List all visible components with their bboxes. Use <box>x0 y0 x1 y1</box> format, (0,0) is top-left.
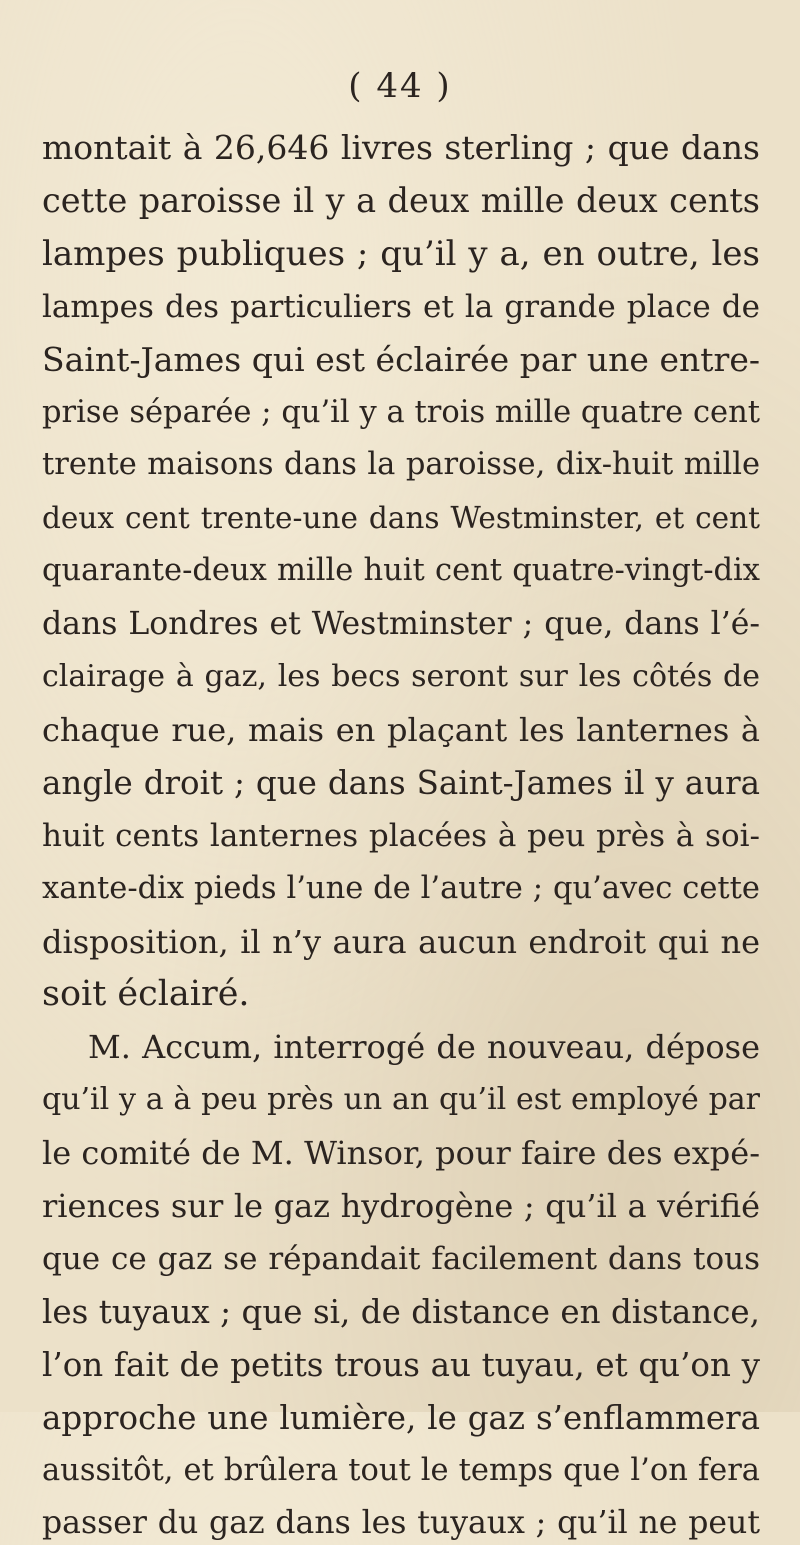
text-line: angle droit ; que dans Saint-James il y aura <box>42 763 760 802</box>
text-line: dans Londres et Westminster ; que, dans l’é- <box>42 606 760 643</box>
text-line: disposition, il n’y aura aucun endroit qui ne <box>42 922 760 961</box>
text-line: prise séparée ; qu’il y a trois mille quatre cent <box>42 394 760 430</box>
text-line: huit cents lanternes placées à peu près à soi- <box>42 817 760 854</box>
text-line: les tuyaux ; que si, de distance en distance, <box>42 1292 760 1331</box>
text-line: lampes publiques ; qu’il y a, en outre, les <box>42 233 760 274</box>
text-line: riences sur le gaz hydrogène ; qu’il a vérifié <box>42 1187 760 1225</box>
text-line: clairage à gaz, les becs seront sur les côtés de <box>42 659 760 694</box>
text-line: Saint-James qui est éclairée par une entre- <box>42 339 760 379</box>
text-line: cette paroisse il y a deux mille deux cents <box>42 180 760 220</box>
text-line: chaque rue, mais en plaçant les lanternes à <box>42 710 760 749</box>
text-line: le comité de M. Winsor, pour faire des expé- <box>42 1134 760 1173</box>
text-line: aussitôt, et brûlera tout le temps que l’on fera <box>42 1452 760 1488</box>
text-line: quarante-deux mille huit cent quatre-vingt-dix <box>42 553 760 589</box>
text-line: approche une lumière, le gaz s’enflammera <box>42 1398 760 1437</box>
text-line: xante-dix pieds l’une de l’autre ; qu’avec cette <box>42 870 760 906</box>
text-line: soit éclairé. <box>42 974 250 1015</box>
text-line: l’on fait de petits trous au tuyau, et qu’on y <box>42 1345 760 1384</box>
text-line: M. Accum, interrogé de nouveau, dépose <box>88 1028 760 1067</box>
text-line: qu’il y a à peu près un an qu’il est employé par <box>42 1082 760 1118</box>
text-line: lampes des particuliers et la grande place de <box>42 288 760 325</box>
text-line: que ce gaz se répandait facilement dans tous <box>42 1240 760 1277</box>
text-line: montait à 26,646 livres sterling ; que dans <box>42 128 760 167</box>
text-line: trente maisons dans la paroisse, dix-huit mille <box>42 447 760 483</box>
text-line: passer du gaz dans les tuyaux ; qu’il ne peut <box>42 1505 760 1542</box>
page-number: ( 44 ) <box>348 66 452 106</box>
text-line: deux cent trente-une dans Westminster, et cent <box>42 501 760 536</box>
